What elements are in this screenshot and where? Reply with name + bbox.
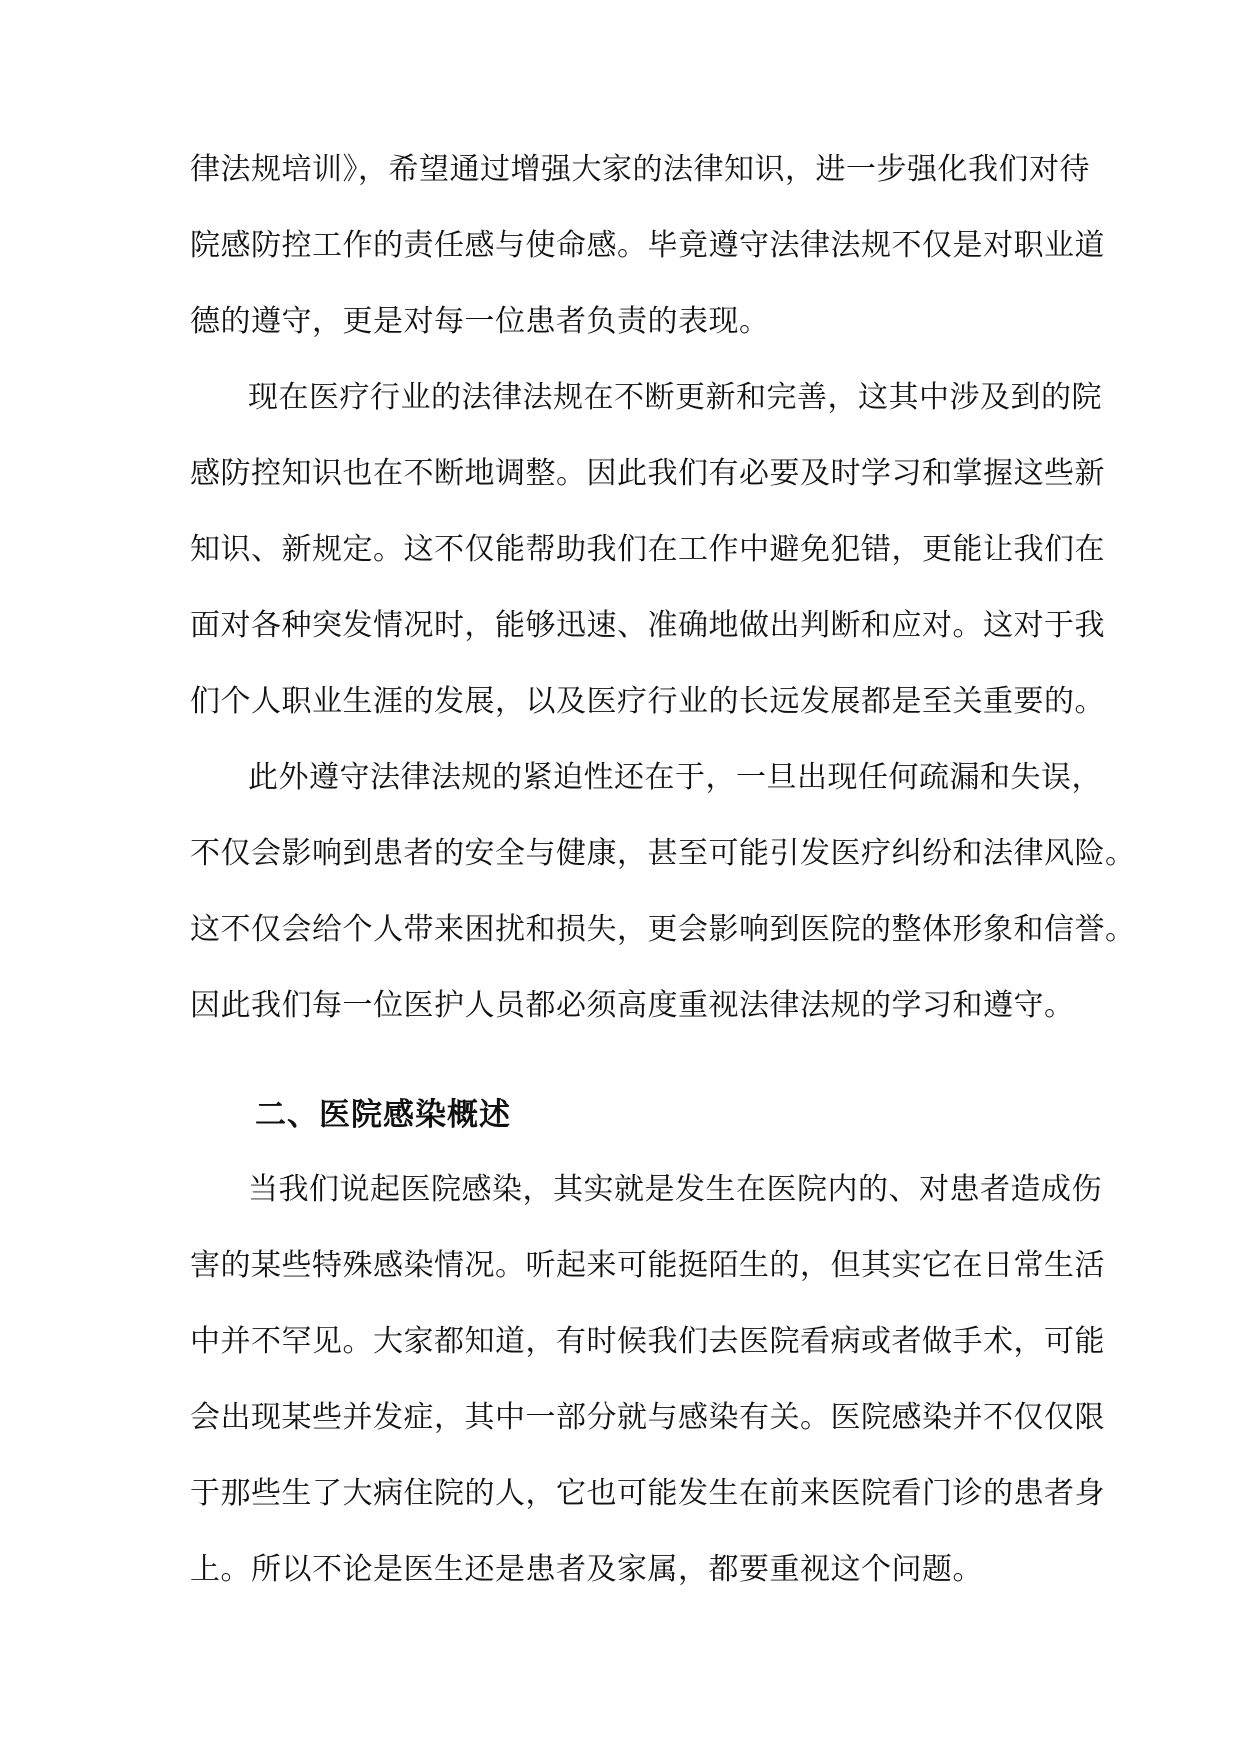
paragraph-line: 德的遵守，更是对每一位患者负责的表现。: [190, 304, 770, 339]
paragraph-line: 害的某些特殊感染情况。听起来可能挺陌生的，但其实它在日常生活: [190, 1248, 1105, 1283]
paragraph-line: 中并不罕见。大家都知道，有时候我们去医院看病或者做手术，可能: [190, 1324, 1105, 1359]
section-heading: 二、医院感染概述: [255, 1097, 511, 1133]
paragraph-line: 这不仅会给个人带来困扰和损失，更会影响到医院的整体形象和信誉。: [190, 912, 1136, 947]
paragraph-line: 会出现某些并发症，其中一部分就与感染有关。医院感染并不仅仅限: [190, 1400, 1105, 1435]
paragraph-line: 院感防控工作的责任感与使命感。毕竟遵守法律法规不仅是对职业道: [190, 228, 1105, 263]
paragraph-line: 知识、新规定。这不仅能帮助我们在工作中避免犯错，更能让我们在: [190, 532, 1105, 567]
paragraph-line: 因此我们每一位医护人员都必须高度重视法律法规的学习和遵守。: [190, 988, 1075, 1023]
paragraph-line: 律法规培训》，希望通过增强大家的法律知识，进一步强化我们对待: [190, 152, 1090, 187]
paragraph-line: 面对各种突发情况时，能够迅速、准确地做出判断和应对。这对于我: [190, 608, 1105, 643]
paragraph-line: 感防控知识也在不断地调整。因此我们有必要及时学习和掌握这些新: [190, 456, 1105, 491]
paragraph-line: 上。所以不论是医生还是患者及家属，都要重视这个问题。: [190, 1552, 983, 1587]
paragraph-line: 于那些生了大病住院的人，它也可能发生在前来医院看门诊的患者身: [190, 1476, 1105, 1511]
paragraph-line: 不仅会影响到患者的安全与健康，甚至可能引发医疗纠纷和法律风险。: [190, 836, 1136, 871]
paragraph-line: 们个人职业生涯的发展，以及医疗行业的长远发展都是至关重要的。: [190, 684, 1105, 719]
paragraph-line: 此外遵守法律法规的紧迫性还在于，一旦出现任何疏漏和失误，: [248, 760, 1102, 795]
paragraph-line: 现在医疗行业的法律法规在不断更新和完善，这其中涉及到的院: [248, 380, 1102, 415]
paragraph-line: 当我们说起医院感染，其实就是发生在医院内的、对患者造成伤: [248, 1172, 1102, 1207]
